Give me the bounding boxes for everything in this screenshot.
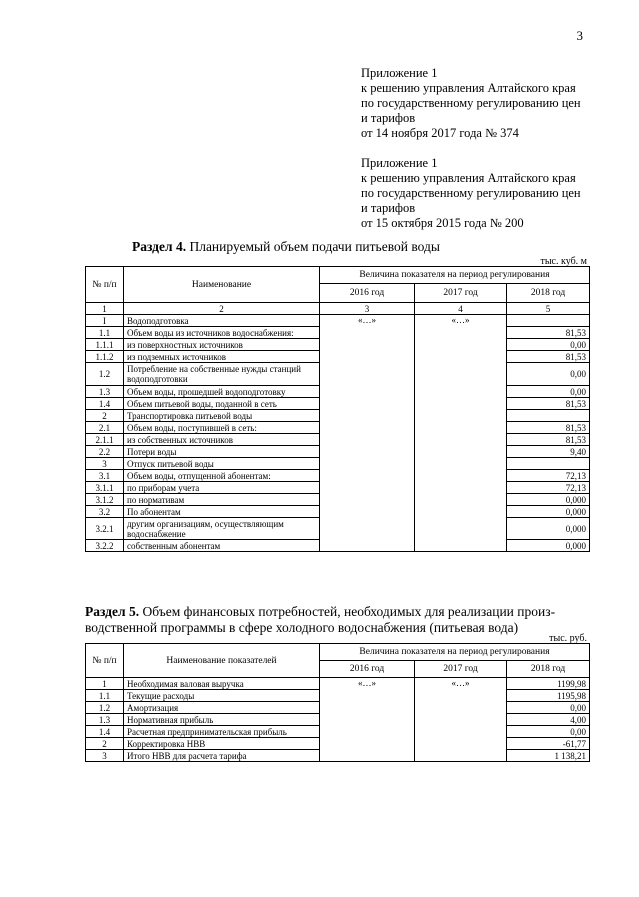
- col-number: 1: [86, 303, 124, 315]
- row-name: из собственных источников: [124, 434, 320, 446]
- row-name: Корректировка НВВ: [124, 738, 320, 750]
- section4-heading: [132, 239, 440, 255]
- row-name: из поверхностных источников: [124, 339, 320, 351]
- col-header-2018: 2018 год: [507, 661, 590, 678]
- row-number: 3.2.2: [86, 540, 124, 552]
- col-header-num: № п/п: [86, 267, 124, 303]
- section4-title: Планируемый объем подачи питьевой воды: [189, 239, 440, 254]
- row-name: Объем воды из источников водоснабжения:: [124, 327, 320, 339]
- row-name: Амортизация: [124, 702, 320, 714]
- col-number: 5: [507, 303, 590, 315]
- value-2018: [507, 315, 590, 327]
- value-2018: 0,00: [507, 726, 590, 738]
- row-number: 1.3: [86, 714, 124, 726]
- col-header-name: Наименование показателей: [124, 644, 320, 678]
- section4-label: Раздел 4.: [132, 239, 187, 254]
- value-2018: 72,13: [507, 470, 590, 482]
- merged-2016: «…»: [320, 678, 415, 762]
- row-number: 3: [86, 750, 124, 762]
- value-2018: 0,000: [507, 540, 590, 552]
- appendix-2017: [361, 66, 581, 141]
- row-name: собственным абонентам: [124, 540, 320, 552]
- row-number: 3.2.1: [86, 518, 124, 540]
- value-2018: 1 138,21: [507, 750, 590, 762]
- appendix-line: от 14 ноября 2017 года № 374: [361, 126, 519, 140]
- col-header-period: Величина показателя на период регулирования: [320, 644, 590, 661]
- section5-units: тыс. руб.: [549, 633, 587, 644]
- row-name: По абонентам: [124, 506, 320, 518]
- section4-table: [85, 266, 590, 552]
- table-row: [86, 678, 590, 690]
- row-name: Потребление на собственные нужды станций водоподготовки: [124, 363, 320, 386]
- value-2018: 0,000: [507, 518, 590, 540]
- row-number: 1.1.1: [86, 339, 124, 351]
- row-number: 1.4: [86, 726, 124, 738]
- value-2018: 72,13: [507, 482, 590, 494]
- row-name: Транспортировка питьевой воды: [124, 410, 320, 422]
- value-2018: 4,00: [507, 714, 590, 726]
- appendix-line: к решению управления Алтайского края: [361, 81, 576, 95]
- section5-table: [85, 643, 590, 762]
- value-2018: 81,53: [507, 327, 590, 339]
- row-number: 2: [86, 738, 124, 750]
- row-number: 2.2: [86, 446, 124, 458]
- row-number: 3.1: [86, 470, 124, 482]
- value-2018: 0,000: [507, 506, 590, 518]
- row-name: Нормативная прибыль: [124, 714, 320, 726]
- value-2018: 0,00: [507, 702, 590, 714]
- row-name: Водоподготовка: [124, 315, 320, 327]
- section5-heading: [85, 604, 589, 636]
- row-number: 3: [86, 458, 124, 470]
- section5-title-line1: Объем финансовых потребностей, необходимых для реализации произ-: [142, 604, 556, 619]
- col-header-period: Величина показателя на период регулирования: [320, 267, 590, 284]
- section5-label: Раздел 5.: [85, 604, 140, 619]
- row-number: 2.1.1: [86, 434, 124, 446]
- col-header-num: № п/п: [86, 644, 124, 678]
- value-2018: 0,00: [507, 339, 590, 351]
- row-number: 1.1: [86, 690, 124, 702]
- value-2018: 81,53: [507, 422, 590, 434]
- value-2018: 81,53: [507, 351, 590, 363]
- page-number: 3: [576, 28, 583, 43]
- col-header-2017: 2017 год: [415, 661, 507, 678]
- value-2018: 0,00: [507, 363, 590, 386]
- row-name: Объем питьевой воды, поданной в сеть: [124, 398, 320, 410]
- section5-title-line2: водственной программы в сфере холодного водоснабжения (питьевая вода): [85, 620, 519, 635]
- col-header-2016: 2016 год: [320, 284, 415, 303]
- col-number: 4: [415, 303, 507, 315]
- appendix-line: по государственному регулированию цен: [361, 96, 581, 110]
- appendix-line: к решению управления Алтайского края: [361, 171, 576, 185]
- value-2018: 1195,98: [507, 690, 590, 702]
- appendix-line: и тарифов: [361, 111, 416, 125]
- row-number: 3.1.1: [86, 482, 124, 494]
- row-number: 2.1: [86, 422, 124, 434]
- row-name: Необходимая валовая выручка: [124, 678, 320, 690]
- value-2018: -61,77: [507, 738, 590, 750]
- appendix-2015: [361, 156, 581, 231]
- row-number: 1.2: [86, 702, 124, 714]
- row-name: из подземных источников: [124, 351, 320, 363]
- row-name: Объем воды, поступившей в сеть:: [124, 422, 320, 434]
- row-number: 1.1: [86, 327, 124, 339]
- row-name: Итого НВВ для расчета тарифа: [124, 750, 320, 762]
- merged-2016: «…»: [320, 315, 415, 552]
- col-header-name: Наименование: [124, 267, 320, 303]
- appendix-line: и тарифов: [361, 201, 416, 215]
- table-row: [86, 315, 590, 327]
- value-2018: 81,53: [507, 398, 590, 410]
- col-header-2016: 2016 год: [320, 661, 415, 678]
- value-2018: [507, 458, 590, 470]
- row-name: другим организациям, осуществляющим водоснабжение: [124, 518, 320, 540]
- merged-2017: «…»: [415, 678, 507, 762]
- value-2018: 81,53: [507, 434, 590, 446]
- row-number: 1: [86, 678, 124, 690]
- row-number: 1.2: [86, 363, 124, 386]
- section4-units: тыс. куб. м: [540, 256, 587, 267]
- row-name: по приборам учета: [124, 482, 320, 494]
- row-number: I: [86, 315, 124, 327]
- value-2018: 0,00: [507, 386, 590, 398]
- value-2018: 9,40: [507, 446, 590, 458]
- row-name: Объем воды, прошедшей водоподготовку: [124, 386, 320, 398]
- value-2018: [507, 410, 590, 422]
- col-number: 2: [124, 303, 320, 315]
- value-2018: 1199,98: [507, 678, 590, 690]
- value-2018: 0,000: [507, 494, 590, 506]
- row-name: Объем воды, отпущенной абонентам:: [124, 470, 320, 482]
- appendix-line: по государственному регулированию цен: [361, 186, 581, 200]
- row-number: 3.1.2: [86, 494, 124, 506]
- col-header-2017: 2017 год: [415, 284, 507, 303]
- col-header-2018: 2018 год: [507, 284, 590, 303]
- row-name: по нормативам: [124, 494, 320, 506]
- row-name: Текущие расходы: [124, 690, 320, 702]
- appendix-line: Приложение 1: [361, 66, 438, 80]
- appendix-line: Приложение 1: [361, 156, 438, 170]
- row-name: Отпуск питьевой воды: [124, 458, 320, 470]
- row-number: 1.3: [86, 386, 124, 398]
- merged-2017: «…»: [415, 315, 507, 552]
- appendix-line: от 15 октября 2015 года № 200: [361, 216, 524, 230]
- row-number: 1.1.2: [86, 351, 124, 363]
- col-number: 3: [320, 303, 415, 315]
- row-number: 3.2: [86, 506, 124, 518]
- row-name: Расчетная предпринимательская прибыль: [124, 726, 320, 738]
- row-name: Потери воды: [124, 446, 320, 458]
- row-number: 2: [86, 410, 124, 422]
- row-number: 1.4: [86, 398, 124, 410]
